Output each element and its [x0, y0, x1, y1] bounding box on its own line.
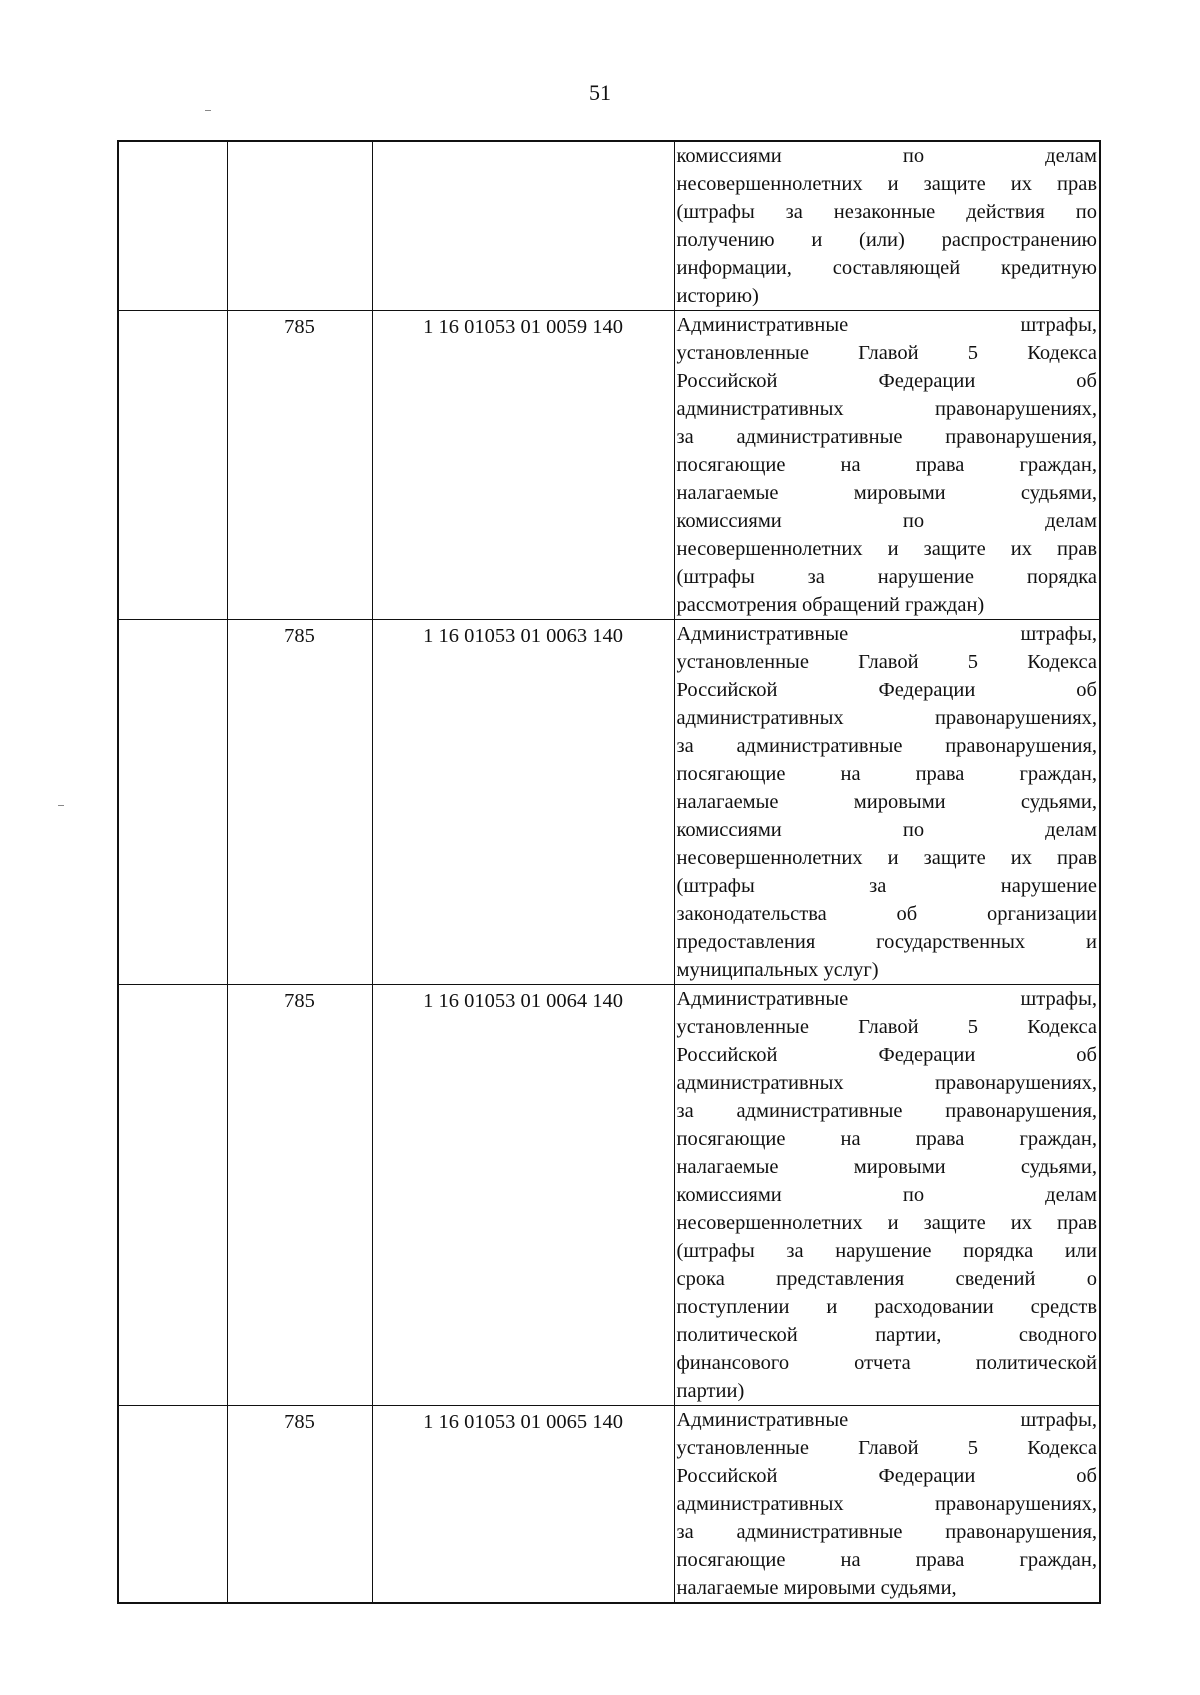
- description-cell: [674, 1406, 1100, 1604]
- description-line: получению и (или) распространению: [676, 229, 1097, 251]
- description-line: комиссиями по делам: [676, 145, 1097, 167]
- description-line: рассмотрения обращений граждан): [676, 594, 985, 616]
- description-line: за административные правонарушения,: [676, 1521, 1097, 1543]
- description-line: установленные Главой 5 Кодекса: [676, 651, 1097, 673]
- page-number: 51: [589, 80, 611, 105]
- description-line: несовершеннолетних и защите их прав: [676, 1212, 1097, 1234]
- description-line: Российской Федерации об: [676, 1465, 1097, 1487]
- description-line: финансового отчета политической: [676, 1352, 1097, 1374]
- description-line: несовершеннолетних и защите их прав: [676, 538, 1097, 560]
- description-line: установленные Главой 5 Кодекса: [676, 342, 1097, 364]
- description-cell: [674, 985, 1100, 1406]
- admin-code-cell: 785: [227, 985, 372, 1406]
- description-line: посягающие на права граждан,: [676, 1549, 1097, 1571]
- description-line: административных правонарушениях,: [676, 1072, 1097, 1094]
- description-line: установленные Главой 5 Кодекса: [676, 1437, 1097, 1459]
- admin-code-cell: [227, 141, 372, 311]
- empty-cell: [118, 141, 227, 311]
- kbk-code-cell: 1 16 01053 01 0065 140: [372, 1406, 674, 1604]
- table-row: [118, 1406, 1100, 1604]
- kbk-code-cell: 1 16 01053 01 0063 140: [372, 620, 674, 985]
- table-row: [118, 311, 1100, 620]
- description-line: историю): [676, 285, 759, 307]
- table-body: [118, 141, 1100, 1603]
- description-cell: [674, 141, 1100, 311]
- description-line: посягающие на права граждан,: [676, 763, 1097, 785]
- description-line: административных правонарушениях,: [676, 398, 1097, 420]
- description-line: налагаемые мировыми судьями,: [676, 1577, 957, 1599]
- empty-cell: [118, 985, 227, 1406]
- empty-cell: [118, 1406, 227, 1604]
- kbk-code-cell: [372, 141, 674, 311]
- admin-code-cell: 785: [227, 311, 372, 620]
- description-line: Российской Федерации об: [676, 1044, 1097, 1066]
- description-line: за административные правонарушения,: [676, 1100, 1097, 1122]
- description-line: Административные штрафы,: [676, 623, 1097, 645]
- description-line: комиссиями по делам: [676, 1184, 1097, 1206]
- description-line: Административные штрафы,: [676, 988, 1097, 1010]
- description-line: Российской Федерации об: [676, 370, 1097, 392]
- description-line: (штрафы за незаконные действия по: [676, 201, 1097, 223]
- description-line: законодательства об организации: [676, 903, 1097, 925]
- description-line: информации, составляющей кредитную: [676, 257, 1097, 279]
- description-line: Российской Федерации об: [676, 679, 1097, 701]
- admin-code-cell: 785: [227, 620, 372, 985]
- description-line: несовершеннолетних и защите их прав: [676, 847, 1097, 869]
- description-line: Административные штрафы,: [676, 1409, 1097, 1431]
- description-line: за административные правонарушения,: [676, 426, 1097, 448]
- description-line: за административные правонарушения,: [676, 735, 1097, 757]
- description-cell: [674, 311, 1100, 620]
- description-line: (штрафы за нарушение: [676, 875, 1097, 897]
- description-line: Административные штрафы,: [676, 314, 1097, 336]
- budget-codes-table: [117, 140, 1101, 1604]
- description-line: муниципальных услуг): [676, 959, 879, 981]
- description-line: комиссиями по делам: [676, 819, 1097, 841]
- admin-code-cell: 785: [227, 1406, 372, 1604]
- scan-speck: [205, 110, 211, 111]
- description-line: комиссиями по делам: [676, 510, 1097, 532]
- table-row: [118, 985, 1100, 1406]
- description-line: административных правонарушениях,: [676, 707, 1097, 729]
- description-line: срока представления сведений о: [676, 1268, 1097, 1290]
- description-line: налагаемые мировыми судьями,: [676, 482, 1097, 504]
- description-line: посягающие на права граждан,: [676, 454, 1097, 476]
- description-line: (штрафы за нарушение порядка: [676, 566, 1097, 588]
- description-line: посягающие на права граждан,: [676, 1128, 1097, 1150]
- description-line: установленные Главой 5 Кодекса: [676, 1016, 1097, 1038]
- description-line: налагаемые мировыми судьями,: [676, 1156, 1097, 1178]
- empty-cell: [118, 311, 227, 620]
- scan-speck: [58, 805, 64, 806]
- kbk-code-cell: 1 16 01053 01 0059 140: [372, 311, 674, 620]
- description-line: налагаемые мировыми судьями,: [676, 791, 1097, 813]
- description-line: несовершеннолетних и защите их прав: [676, 173, 1097, 195]
- table-row: [118, 620, 1100, 985]
- description-line: (штрафы за нарушение порядка или: [676, 1240, 1097, 1262]
- empty-cell: [118, 620, 227, 985]
- description-cell: [674, 620, 1100, 985]
- description-line: административных правонарушениях,: [676, 1493, 1097, 1515]
- kbk-code-cell: 1 16 01053 01 0064 140: [372, 985, 674, 1406]
- description-line: поступлении и расходовании средств: [676, 1296, 1097, 1318]
- table-row: [118, 141, 1100, 311]
- description-line: политической партии, сводного: [676, 1324, 1097, 1346]
- description-line: партии): [676, 1380, 745, 1402]
- description-line: предоставления государственных и: [676, 931, 1097, 953]
